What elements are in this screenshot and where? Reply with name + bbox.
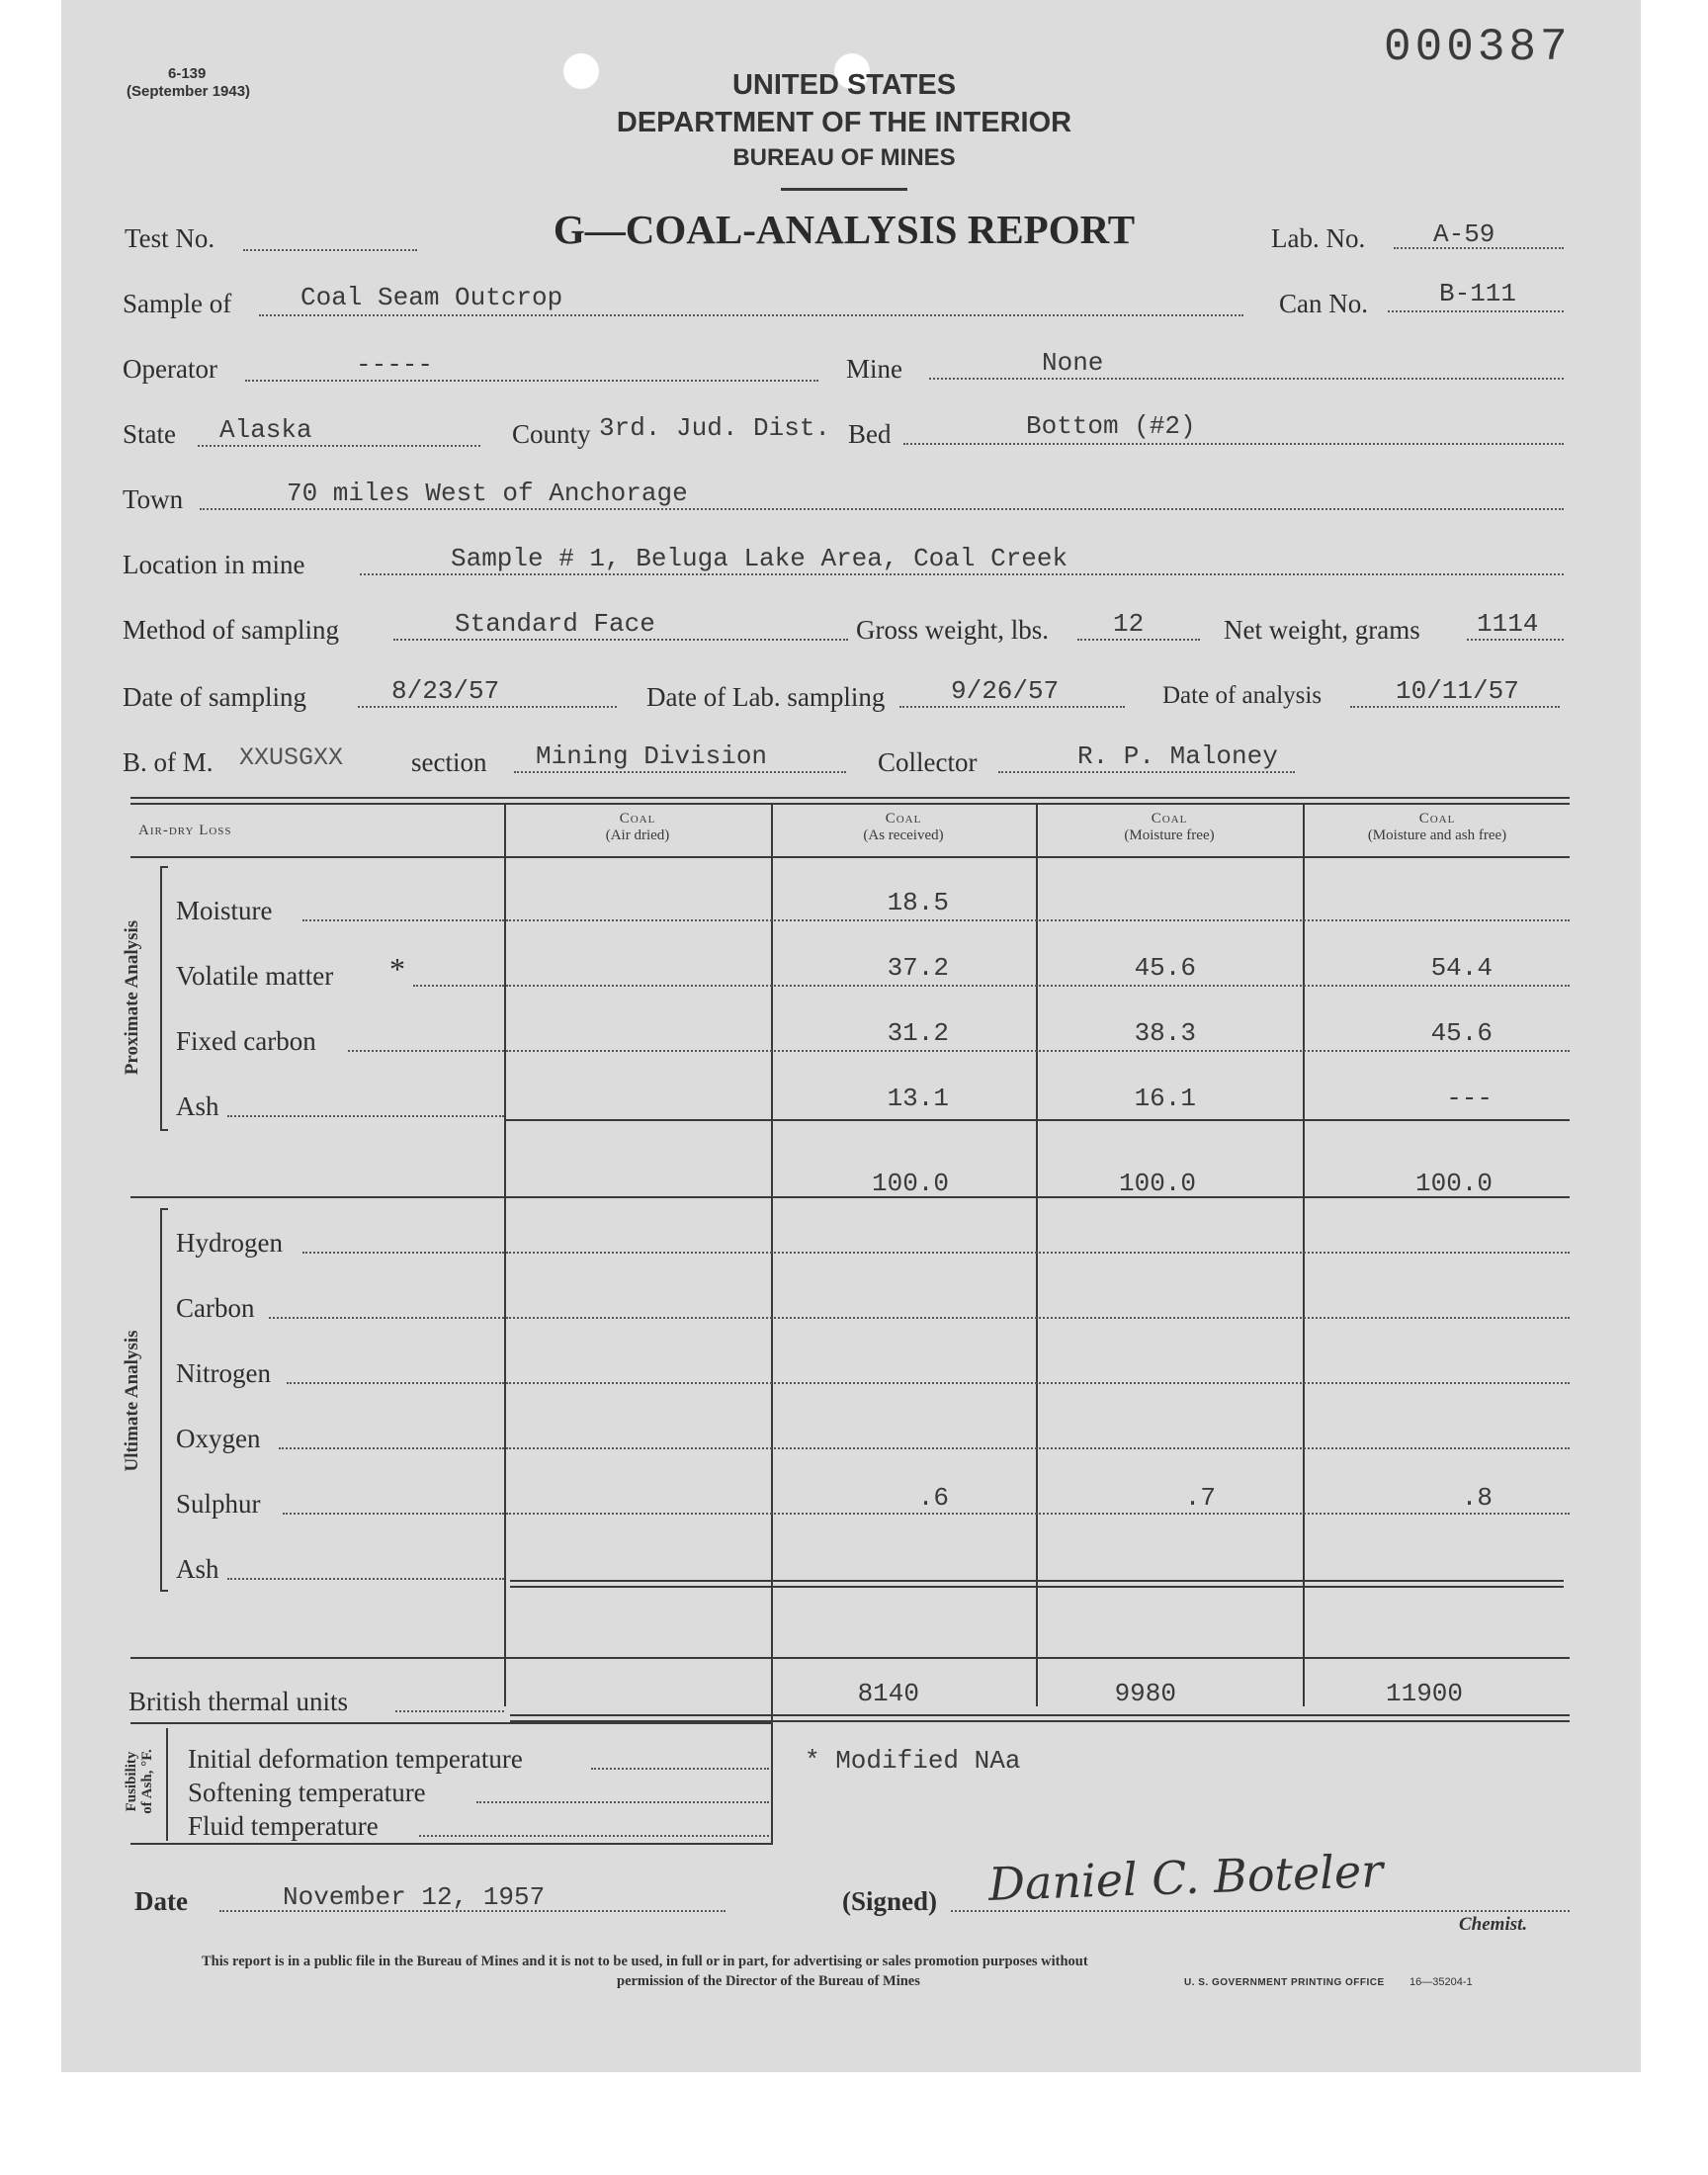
fusibility-side-label-1: Fusibility	[124, 1751, 139, 1812]
footnote: * Modified NAa	[805, 1746, 1021, 1776]
row-label-ash: Ash	[176, 1091, 219, 1121]
county-value: 3rd. Jud. Dist.	[599, 413, 831, 443]
row-label-nitrogen: Nitrogen	[176, 1358, 271, 1388]
location-label: Location in mine	[123, 550, 305, 579]
ash-as-received: 13.1	[887, 1084, 949, 1113]
btu-moisture-free: 9980	[1114, 1679, 1176, 1708]
table-top-rule-1	[130, 797, 1570, 799]
fusibility-divider	[166, 1728, 168, 1841]
collector-line	[998, 771, 1295, 773]
ultimate-sum-rule-1	[510, 1580, 1564, 1582]
row-label-sulphur: Sulphur	[176, 1489, 261, 1519]
totals-bottom-rule	[130, 1196, 1570, 1198]
method-value: Standard Face	[455, 609, 655, 639]
proximate-sum-rule	[506, 1119, 1570, 1121]
fixed-carbon-maf: 45.6	[1430, 1018, 1493, 1048]
ultimate-sum-rule-2	[510, 1586, 1564, 1588]
sulphur-maf: .8	[1461, 1483, 1493, 1513]
col-header-air-dried-top: Coal	[619, 811, 656, 826]
operator-line	[245, 380, 818, 382]
fixed-carbon-as-received: 31.2	[887, 1018, 949, 1048]
signature-line	[951, 1910, 1570, 1912]
row-label-hydrogen: Hydrogen	[176, 1228, 283, 1258]
total-maf: 100.0	[1414, 1169, 1493, 1198]
date-analysis-label: Date of analysis	[1162, 682, 1323, 709]
collector-value: R. P. Maloney	[1077, 741, 1278, 771]
gross-line	[1077, 639, 1200, 641]
bom-label: B. of M.	[123, 747, 214, 777]
col-divider-3	[1036, 805, 1038, 1706]
date-sampling-value: 8/23/57	[391, 676, 500, 706]
volatile-footnote-mark: *	[389, 951, 405, 987]
col-header-maf-top: Coal	[1418, 811, 1456, 826]
initial-deformation-label: Initial deformation temperature	[188, 1744, 523, 1774]
state-line	[198, 445, 480, 447]
col-header-as-received-bottom: (As received)	[863, 827, 944, 843]
row-label-moisture: Moisture	[176, 896, 273, 925]
town-value: 70 miles West of Anchorage	[287, 478, 688, 508]
section-line	[514, 771, 846, 773]
total-moisture-free: 100.0	[1118, 1169, 1196, 1198]
town-label: Town	[123, 484, 184, 514]
method-label: Method of sampling	[123, 615, 339, 645]
date-value: November 12, 1957	[283, 1882, 546, 1912]
col-header-moisture-free-bottom: (Moisture free)	[1124, 827, 1215, 843]
signature: Daniel C. Boteler	[987, 1844, 1384, 1911]
softening-label: Softening temperature	[188, 1778, 426, 1807]
mine-line	[929, 378, 1564, 380]
date-analysis-value: 10/11/57	[1396, 676, 1519, 706]
lab-no-value: A-59	[1433, 219, 1495, 249]
state-label: State	[123, 419, 176, 449]
agency-line-2: DEPARTMENT OF THE INTERIOR	[616, 107, 1072, 138]
disclaimer-line-1: This report is in a public file in the Bureau of Mines and it is not to be used, in full or in part, for advertising or sales promotion purposes without	[202, 1954, 1088, 1969]
chemist-label: Chemist.	[1459, 1914, 1528, 1935]
btu-label: British thermal units	[128, 1687, 348, 1716]
ultimate-analysis-label: Ultimate Analysis	[122, 1330, 142, 1472]
ash-moisture-free: 16.1	[1134, 1084, 1196, 1113]
ash-maf: ---	[1446, 1084, 1493, 1113]
fusibility-side-label	[124, 1727, 155, 1836]
header-bottom-rule	[130, 856, 1570, 858]
mine-value: None	[1042, 348, 1104, 378]
row-label-carbon: Carbon	[176, 1293, 255, 1323]
header-rule	[781, 188, 907, 191]
location-line	[360, 573, 1564, 575]
sample-of-value: Coal Seam Outcrop	[300, 283, 563, 312]
moisture-as-received: 18.5	[887, 888, 949, 917]
fixed-carbon-moisture-free: 38.3	[1134, 1018, 1196, 1048]
sample-of-line	[259, 314, 1243, 316]
fusibility-top-rule	[130, 1722, 771, 1724]
col-header-maf-bottom: (Moisture and ash free)	[1367, 827, 1507, 843]
sulphur-moisture-free: .7	[1184, 1483, 1216, 1513]
col-header-air-dried	[506, 811, 769, 844]
bed-line	[903, 443, 1564, 445]
air-dry-loss-header: Air-dry Loss	[138, 823, 232, 838]
lab-no-label: Lab. No.	[1271, 223, 1366, 253]
col-header-air-dried-bottom: (Air dried)	[605, 827, 670, 843]
county-label: County	[512, 419, 591, 449]
proximate-bracket	[160, 866, 162, 1131]
col-header-as-received	[773, 811, 1034, 844]
disclaimer-line-2: permission of the Director of the Bureau of Mines	[617, 1973, 920, 1989]
mine-label: Mine	[846, 354, 902, 384]
ultimate-bottom-rule	[130, 1657, 1570, 1659]
volatile-as-received: 37.2	[887, 953, 949, 983]
town-line	[200, 508, 1564, 510]
sample-of-label: Sample of	[123, 289, 232, 318]
col-divider-2	[771, 805, 773, 1845]
bom-struck-out: XXUSGXX	[239, 743, 344, 772]
col-header-moisture-free	[1038, 811, 1301, 844]
volatile-moisture-free: 45.6	[1134, 953, 1196, 983]
btu-maf: 11900	[1385, 1679, 1463, 1708]
state-value: Alaska	[219, 415, 312, 445]
operator-label: Operator	[123, 354, 217, 384]
col-divider-4	[1303, 805, 1305, 1706]
agency-line-1: UNITED STATES	[731, 69, 957, 101]
can-no-value: B-111	[1439, 279, 1517, 308]
col-header-maf	[1305, 811, 1570, 844]
date-sampling-line	[358, 706, 617, 708]
print-code: 16—35204-1	[1409, 1976, 1473, 1988]
bed-value: Bottom (#2)	[1026, 411, 1196, 441]
net-value: 1114	[1477, 609, 1539, 639]
row-label-volatile-matter: Volatile matter	[176, 961, 334, 991]
btu-rule-1	[510, 1714, 1570, 1716]
form-date: (September 1943)	[127, 83, 251, 100]
date-label: Date	[134, 1886, 188, 1916]
location-value: Sample # 1, Beluga Lake Area, Coal Creek	[451, 544, 1068, 573]
col-divider-1	[504, 805, 506, 1706]
test-no-label: Test No.	[125, 223, 215, 253]
date-sampling-label: Date of sampling	[123, 682, 306, 712]
col-header-as-received-top: Coal	[885, 811, 922, 826]
total-as-received: 100.0	[871, 1169, 949, 1198]
net-label: Net weight, grams	[1224, 615, 1420, 645]
volatile-maf: 54.4	[1430, 953, 1493, 983]
ultimate-bracket	[160, 1208, 162, 1592]
collector-label: Collector	[878, 747, 978, 777]
bed-label: Bed	[848, 419, 892, 449]
document-number: 000387	[1384, 22, 1572, 73]
row-label-oxygen: Oxygen	[176, 1424, 261, 1453]
agency-line-3: BUREAU OF MINES	[732, 144, 956, 171]
can-no-label: Can No.	[1279, 289, 1368, 318]
fusibility-side-label-2: of Ash, °F.	[139, 1749, 155, 1814]
can-no-line	[1388, 310, 1564, 312]
method-line	[393, 639, 848, 641]
gross-value: 12	[1113, 609, 1145, 639]
test-no-line	[243, 249, 417, 251]
report-title: G—COAL-ANALYSIS REPORT	[553, 207, 1136, 252]
operator-value: -----	[356, 350, 434, 380]
gross-label: Gross weight, lbs.	[856, 615, 1049, 645]
signed-label: (Signed)	[842, 1886, 938, 1916]
btu-as-received: 8140	[857, 1679, 919, 1708]
proximate-analysis-label: Proximate Analysis	[122, 919, 142, 1076]
section-label: section	[411, 747, 487, 777]
date-lab-label: Date of Lab. sampling	[646, 682, 886, 712]
fluid-temperature-label: Fluid temperature	[188, 1811, 379, 1841]
col-header-moisture-free-top: Coal	[1151, 811, 1188, 826]
date-analysis-line	[1350, 706, 1560, 708]
fusibility-bottom-rule	[130, 1843, 771, 1845]
table-top-rule-2	[130, 803, 1570, 805]
section-value: Mining Division	[536, 741, 768, 771]
date-lab-value: 9/26/57	[951, 676, 1060, 706]
date-lab-line	[899, 706, 1125, 708]
row-label-fixed-carbon: Fixed carbon	[176, 1026, 316, 1056]
sulphur-as-received: .6	[917, 1483, 949, 1513]
net-line	[1467, 639, 1564, 641]
printing-office: U. S. GOVERNMENT PRINTING OFFICE	[1184, 1977, 1385, 1988]
form-id: 6-139	[168, 65, 207, 82]
row-label-ultimate-ash: Ash	[176, 1554, 219, 1584]
